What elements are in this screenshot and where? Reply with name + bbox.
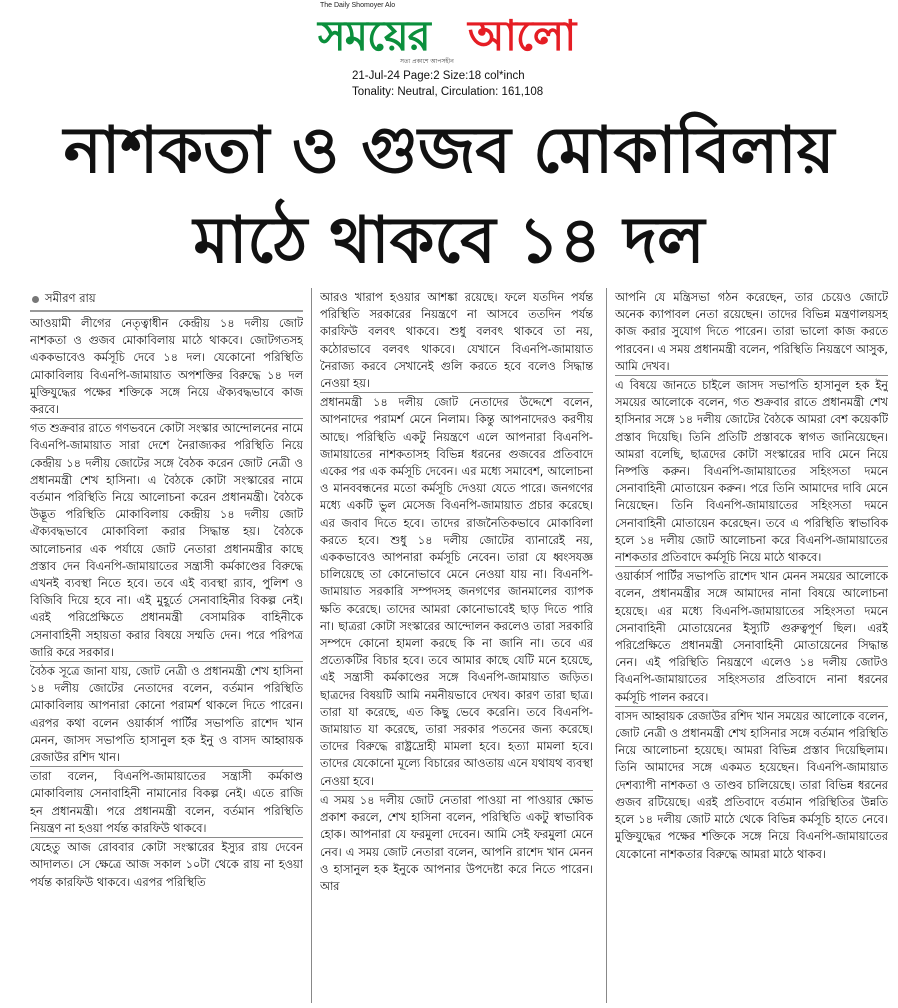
paragraph: এ বিষয়ে জানতে চাইলে জাসদ সভাপতি হাসানুল হক ইনু সময়ের আলোকে বলেন, গত শুক্রবার রাতে প্রধানমন্ত্রী শেখ হাসিনার সঙ্গে ১৪ দলীয় জোটের বৈঠকে আমরা বেশ কয়েকটি প্রস্তাব দিয়েছি। তিনি প্রতিটি প্রস্তাবকে স্বাগত জানিয়েছেন। আমরা বলেছি, ছাত্রদের কোটা সংস্কারের দাবি মেনে নিয়ে নিষ্পত্তি করুন। বিএনপি-জামায়াতের সহিংসতা দমনে সেনাবাহিনী মোতায়েন করুন। পরে তিনি আমাদের দাবি মেনে নিয়েছেন। তিনি বিএনপি-জামায়াতের সহিংসতা দমনে সেনাবাহিনী মোতায়েন করেছেন। তবে এ পরিস্থিতি স্বাভাবিক হলে ১৪ দলীয় জোট আলোচনা করে বিএনপি-জামায়াতের নাশকতার প্রতিবাদে কর্মসূচি নিয়ে মাঠে থাকবে। <box>615 375 888 566</box>
article-column-3 <box>615 288 888 1003</box>
masthead-english-name: The Daily Shomoyer Alo <box>320 2 396 9</box>
paragraph: এ সময় ১৪ দলীয় জোট নেতারা পাওয়া না পাওয়ার ক্ষোভ প্রকাশ করলে, শেখ হাসিনা বলেন, পরিস্থিতি একটু স্বাভাবিক হোক। আপনারা যে ফরমুলা দেবেন। আমি সেই ফরমুলা মেনে নেব। এ সময় জোট নেতারা বলেন, আপনি রাশেদ খান মেনন ও হাসানুল হক ইনুকে আপনার উপদেষ্টা করে নিতে পারেন। আর <box>320 790 593 895</box>
paragraph: গত শুক্রবার রাতে গণভবনে কোটা সংস্কার আন্দোলনের নামে বিএনপি-জামায়াত সারা দেশে নৈরাজ্যকর পরিস্থিতি নিয়ে কেন্দ্রীয় ১৪ দলীয় জোটের সঙ্গে বৈঠক করেন জোট নেত্রী ও প্রধানমন্ত্রী শেখ হাসিনা। এ বৈঠকে কোটা সংস্কারের নামে বর্তমান পরিস্থিতি নিয়ে আলোচনা করেন প্রধানমন্ত্রী। বৈঠকে উদ্ভূত পরিস্থিতি মোকাবিলায় কেন্দ্রীয় ১৪ দলীয় জোট ঐক্যবদ্ধভাবে মোকাবিলা করার সিদ্ধান্ত হয়। বৈঠকে আলোচনার এক পর্যায়ে জোট নেতারা প্রধানমন্ত্রীর কাছে প্রস্তাব দেন বিএনপি-জামায়াতের সন্ত্রাসী কর্মকাণ্ডের বিরুদ্ধে এখনই ব্যবস্থা নিতে হবে। তবে এই ব্যবস্থা র‍্যাব, পুলিশ ও বিজিবি দিয়ে হবে না। এই মুহূর্তে সেনাবাহিনীর বিকল্প নেই। এরই পরিপ্রেক্ষিতে প্রধানমন্ত্রী বেসামরিক বাহিনীকে সেনাবাহিনী সহায়তা করার বিষয়ে সম্মতি দেন। পরে পরিপত্র জারি করে সরকার। <box>30 418 303 661</box>
paragraph: ওয়ার্কার্স পার্টির সভাপতি রাশেদ খান মেনন সময়ের আলোকে বলেন, প্রধানমন্ত্রীর সঙ্গে আমাদের নানা বিষয়ে আলোচনা হয়েছে। এর মধ্যে বিএনপি-জামায়াতের সহিংসতা দমনে সেনাবাহিনী মোতায়েনের ইস্যুটি গুরুত্বপূর্ণ ছিল। এরই পরিপ্রেক্ষিতে প্রধানমন্ত্রী সেনাবাহিনী মোতায়েনের সিদ্ধান্ত নেন। এই পরিস্থিতি নিয়ন্ত্রণে এলেও ১৪ দলীয় জোটও বিএনপি-জামায়াতের সহিংসতার প্রতিবাদে নানা ধরনের কর্মসূচি পালন করবে। <box>615 566 888 706</box>
paragraph: প্রধানমন্ত্রী ১৪ দলীয় জোট নেতাদের উদ্দেশে বলেন, আপনাদের পরামর্শ মেনে নিলাম। কিন্তু আপনাদেরও করণীয় আছে। পরিস্থিতি একটু নিয়ন্ত্রণে এলে আপনারা বিএনপি-জামায়াতের নাশকতাসহ বিভিন্ন ধরনের গুজবের প্রতিবাদে একের পর এক কর্মসূচি দেবেন। এর মধ্যে সমাবেশ, আলোচনা ও মানববন্ধনের মতো কর্মসূচি দেওয়া যেতে পারে। জনগণের মধ্যে একটি ভুল মেসেজ বিএনপি-জামায়াত প্রচার করেছে। এর জবাব দিতে হবে। তাদের রাজনৈতিকভাবে মোকাবিলা করতে হবে। শুধু ১৪ দলীয় জোটের ব্যানারেই নয়, এককভাবেও আপনারা কর্মসূচি নেবেন। তারা যে ধ্বংসযজ্ঞ চালিয়েছে তা কোনোভাবে মেনে নেওয়া যায় না। বিএনপি-জামায়াত সরকারি সম্পদসহ জনগণের জানমালের ব্যাপক ক্ষতি করেছে। তাদের আমরা কোনোভাবেই ছাড় দিতে পারি না। ছাত্ররা কোটা সংস্কারের আন্দোলন করলেও তারা সরকারি সম্পদে কোনো হামলা করছে কি না জানি না। তবে এর প্রত্যেকটির বিচার হবে। তবে আমার কাছে যেটি মনে হয়েছে, এই সন্ত্রাসী কর্মকাণ্ডের সঙ্গে বিএনপি-জামায়াত জড়িত। ছাত্রদের বিষয়টি আমি নমনীয়ভাবে দেখব। কারণ তারা ছাত্র। তারা যা করেছে, এত কিছু ভেবে করেনি। তবে বিএনপি-জামায়াত যা করেছে, তারা সরকার পতনের জন্য করেছে। তাদের বিরুদ্ধে রাষ্ট্রদ্রোহী মামলা হবে। হত্যা মামলা হবে। তাদের যেকোনো মূল্যে বিচারের আওতায় এনে যথাযথ ব্যবস্থা নেওয়া হবে। <box>320 392 593 790</box>
paragraph: বাসদ আহ্বায়ক রেজাউর রশিদ খান সময়ের আলোকে বলেন, জোট নেত্রী ও প্রধানমন্ত্রী শেখ হাসিনার সঙ্গে বর্তমান পরিস্থিতি নিয়ে আলোচনা হয়েছে। আমরা বিভিন্ন প্রস্তাব দিয়েছিলাম। তিনি আমাদের সঙ্গে একমত হয়েছেন। বিএনপি-জামায়াত দেশব্যাপী নাশকতা ও তাণ্ডব চালিয়েছে। তারা বিভিন্ন ধরনের গুজব রটিয়েছে। এরই প্রতিবাদে বর্তমান পরিস্থিতির উন্নতি হলে ১৪ দলীয় জোট মাঠে থেকে বিভিন্ন কর্মসূচি হাতে নেবে। মুক্তিযুদ্ধের পক্ষের শক্তিকে সঙ্গে নিয়ে বিএনপি-জামায়াতের যেকোনো নাশকতার বিরুদ্ধে আমরা মাঠে থাকব। <box>615 706 888 863</box>
paragraph: বৈঠক সূত্রে জানা যায়, জোট নেত্রী ও প্রধানমন্ত্রী শেখ হাসিনা ১৪ দলীয় জোটের নেতাদের বলেন, বর্তমান পরিস্থিতি মোকাবিলায় আপনারা কোনো পরামর্শ থাকলে দিতে পারেন। এরপর কথা বলেন ওয়ার্কার্স পার্টির সভাপতি রাশেদ খান মেনন, জাসদ সভাপতি হাসানুল হক ইনু ও বাসদ আহ্বায়ক রেজাউর রশিদ খান। <box>30 661 303 766</box>
paragraph: আরও খারাপ হওয়ার আশঙ্কা রয়েছে। ফলে যতদিন পর্যন্ত পরিস্থিতি সরকারের নিয়ন্ত্রণে না আসবে ততদিন পর্যন্ত কারফিউ বলবৎ থাকবে। শুধু বলবৎ থাকবে তা নয়, কঠোরভাবে বলবৎ থাকবে। যেখানে বিএনপি-জামায়াত নৈরাজ্য করবে সেখানেই গুলি করতে হবে বলেও সিদ্ধান্ত নেওয়া হয়। <box>320 291 593 391</box>
byline-author: সমীরণ রায় <box>45 291 96 306</box>
paragraph: আওয়ামী লীগের নেতৃত্বাধীন কেন্দ্রীয় ১৪ দলীয় জোট নাশকতা ও গুজব মোকাবিলায় মাঠে থাকবে। জোটগতসহ এককভাবেও কর্মসূচি দেবে ১৪ দল। যেকোনো পরিস্থিতি মোকাবিলায় বিএনপি-জামায়াত অপশক্তির বিরুদ্ধে ১৪ দল মুক্তিযুদ্ধের পক্ষের শক্তিকে সঙ্গে নিয়ে ঐক্যবদ্ধভাবে কাজ করবে। <box>30 317 303 417</box>
headline-line-2: মাঠে থাকবে ১৪ দল <box>193 204 705 278</box>
paragraph: যেহেতু আজ রোববার কোটা সংস্কারের ইস্যুর রায় দেবেন আদালত। সে ক্ষেত্রে আজ সকাল ১০টা থেকে রায় না হওয়া পর্যন্ত কারফিউ থাকবে। এরপর পরিস্থিতি <box>30 837 303 891</box>
column-divider <box>311 288 312 1003</box>
headline-line-1: নাশকতা ও গুজব মোকাবিলায় <box>63 114 835 188</box>
bullet-icon <box>32 296 39 303</box>
masthead-tagline: সত্য প্রকাশে আপসহীন <box>400 58 454 65</box>
headline <box>20 106 878 286</box>
article-column-1 <box>30 288 303 1003</box>
article-column-2 <box>320 288 593 1003</box>
article-body <box>30 288 888 1003</box>
paragraph: আপনি যে মন্ত্রিসভা গঠন করেছেন, তার চেয়েও জোটে অনেক ক্যাপাবল নেতা রয়েছেন। তাদের বিভিন্ন মন্ত্রণালয়সহ কাজ করার সুযোগ দিতে পারেন। তারা ভালো কাজ করতে পারবেন। এ সময় প্রধানমন্ত্রী বলেন, পরিস্থিতি নিয়ন্ত্রণে আসুক, আমি দেখব। <box>615 291 888 373</box>
column-divider <box>606 288 607 1003</box>
paragraph: তারা বলেন, বিএনপি-জামায়াতের সন্ত্রাসী কর্মকাণ্ড মোকাবিলায় সেনাবাহিনী নামানোর বিকল্প নেই। এতে রাজি হন প্রধানমন্ত্রী। পরে প্রধানমন্ত্রী বলেন, বর্তমান পরিস্থিতি নিয়ন্ত্রণ না হওয়া পর্যন্ত কারফিউ থাকবে। <box>30 766 303 837</box>
byline <box>30 288 303 312</box>
logo-word-green: সময়ের <box>318 11 430 60</box>
masthead <box>0 0 898 105</box>
clip-meta-line2: Tonality: Neutral, Circulation: 161,108 <box>352 86 544 98</box>
clip-meta-line1: 21-Jul-24 Page:2 Size:18 col*inch <box>352 70 525 82</box>
logo-word-red: আলো <box>468 11 576 60</box>
